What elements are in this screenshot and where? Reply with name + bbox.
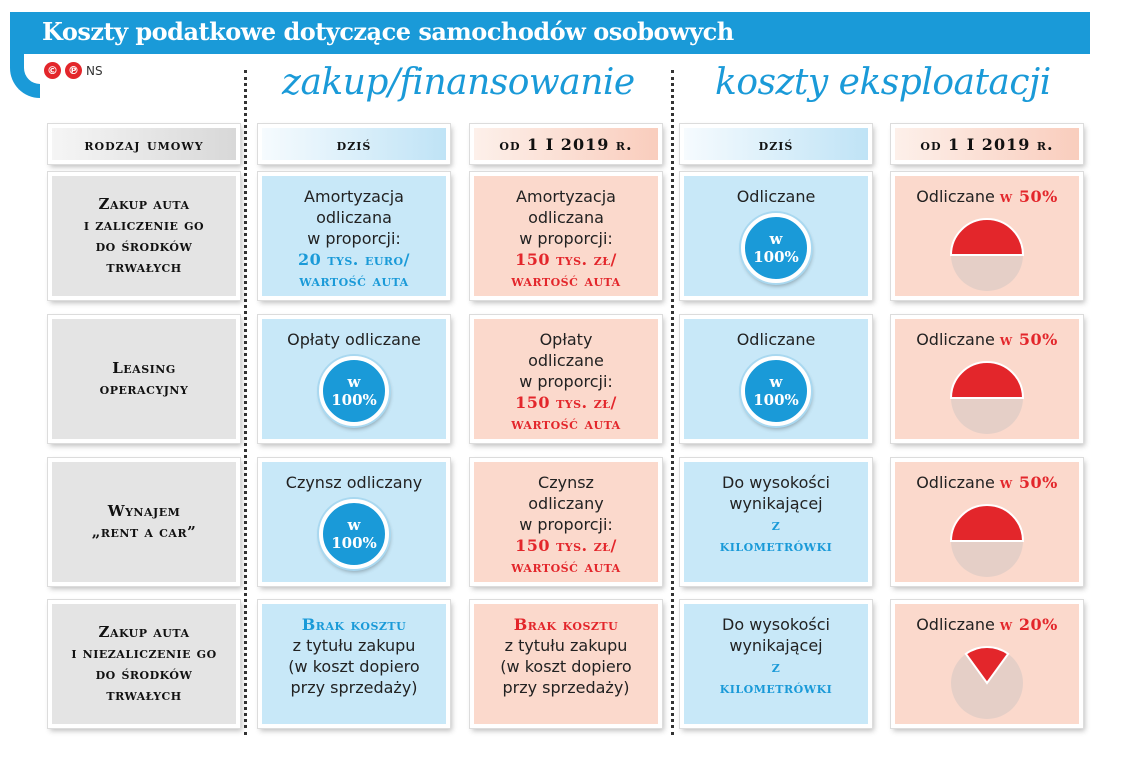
cell-text: Do wysokości (722, 473, 830, 492)
cell-text: Odliczane (916, 330, 995, 349)
cell-r2-purchase-2019 (470, 315, 662, 443)
cell-r4-purchase-2019 (470, 600, 662, 728)
row-label-line: Zakup auta (98, 623, 190, 641)
title-bar-curl (10, 40, 40, 98)
cell-r3-operation-2019 (891, 458, 1083, 586)
divider-middle (671, 70, 674, 735)
cell-text: Odliczane (736, 187, 816, 206)
row-label-line: trwałych (106, 686, 182, 704)
cell-text: odliczana (316, 208, 392, 227)
header-operation-2019 (891, 124, 1083, 164)
cell-highlight: w 20% (999, 615, 1058, 634)
cell-text: Opłaty (539, 330, 593, 349)
cell-highlight: 150 tys. zł/ (515, 536, 617, 555)
credit (44, 62, 103, 79)
header-purchase-today-label: dziś (336, 134, 372, 154)
cell-highlight: 150 tys. zł/ (515, 250, 617, 269)
badge-prefix: w (769, 373, 783, 391)
row-label-line: „rent a car” (91, 523, 197, 541)
header-purchase-2019 (470, 124, 662, 164)
cell-highlight: z (771, 515, 781, 534)
cell-highlight: wartość auta (299, 271, 409, 290)
phonogram-icon: ℗ (65, 62, 82, 79)
cell-r1-purchase-today (258, 172, 450, 300)
cell-text: w proporcji: (307, 229, 401, 248)
pie-chart (947, 501, 1027, 581)
badge-value: 100% (331, 534, 377, 552)
cell-text: Do wysokości (722, 615, 830, 634)
cell-text: wynikającej (729, 636, 823, 655)
cell-text: Odliczane (916, 615, 995, 634)
pie-slice (951, 219, 1023, 255)
cell-text: przy sprzedaży) (290, 678, 418, 697)
cell-text-line (916, 472, 1058, 493)
cell-text: z tytułu zakupu (504, 636, 628, 655)
cell-text: (w koszt dopiero (288, 657, 420, 676)
cell-r4-purchase-today (258, 600, 450, 728)
cell-text: w proporcji: (519, 515, 613, 534)
row-label-line: Wynajem (107, 502, 181, 520)
cell-highlight: kilometrówki (719, 678, 833, 697)
cell-text: Czynsz (538, 473, 594, 492)
cell-text: przy sprzedaży) (502, 678, 630, 697)
cell-text: w proporcji: (519, 229, 613, 248)
cell-r4-operation-today (680, 600, 872, 728)
badge-prefix: w (347, 516, 361, 534)
cell-highlight: Brak kosztu (513, 615, 619, 634)
cell-r3-purchase-today (258, 458, 450, 586)
cell-text: Amortyzacja (516, 187, 616, 206)
row-label-line: trwałych (106, 258, 182, 276)
cell-r1-purchase-2019 (470, 172, 662, 300)
badge-value: 100% (753, 248, 799, 266)
cell-highlight: w 50% (999, 473, 1058, 492)
cell-highlight: Brak kosztu (301, 615, 407, 634)
cell-r3-operation-today (680, 458, 872, 586)
cell-text: Opłaty odliczane (287, 330, 421, 349)
cell-text: z tytułu zakupu (292, 636, 416, 655)
cell-text: (w koszt dopiero (500, 657, 632, 676)
row-label-rent-a-car (48, 458, 240, 586)
percent-badge (319, 499, 389, 569)
header-contract-type-label: rodzaj umowy (84, 134, 204, 154)
cell-highlight: wartość auta (511, 271, 621, 290)
header-operation-today-label: dziś (758, 134, 794, 154)
cell-highlight: w 50% (999, 330, 1058, 349)
cell-text-line (916, 186, 1058, 207)
header-purchase-2019-label: od 1 I 2019 r. (499, 134, 633, 154)
cell-text-line (916, 329, 1058, 350)
cell-text: odliczany (528, 494, 604, 513)
pie-chart (947, 215, 1027, 295)
cell-r1-operation-2019 (891, 172, 1083, 300)
row-label-line: Zakup auta (98, 195, 190, 213)
row-label-line: operacyjny (99, 380, 189, 398)
row-label-line: i niezaliczenie go (71, 644, 217, 662)
header-operation-today (680, 124, 872, 164)
cell-text: Odliczane (736, 330, 816, 349)
row-label-purchase-fixed-asset (48, 172, 240, 300)
cell-highlight: z (771, 657, 781, 676)
badge-value: 100% (753, 391, 799, 409)
header-contract-type (48, 124, 240, 164)
cell-r2-purchase-today (258, 315, 450, 443)
row-label-line: do środków (95, 665, 193, 683)
cell-r2-operation-today (680, 315, 872, 443)
section-heading-operation: koszty eksploatacji (715, 62, 1051, 103)
pie-chart (947, 643, 1027, 723)
cell-text: odliczana (528, 208, 604, 227)
row-label-purchase-not-fixed-asset (48, 600, 240, 728)
cell-highlight: wartość auta (511, 557, 621, 576)
cell-r1-operation-today (680, 172, 872, 300)
badge-prefix: w (769, 230, 783, 248)
cell-highlight: kilometrówki (719, 536, 833, 555)
header-purchase-today (258, 124, 450, 164)
cell-text: Odliczane (916, 473, 995, 492)
percent-badge (741, 213, 811, 283)
cell-text: Odliczane (916, 187, 995, 206)
row-label-line: do środków (95, 237, 193, 255)
row-label-operating-lease (48, 315, 240, 443)
percent-badge (319, 356, 389, 426)
row-label-line: Leasing (112, 359, 176, 377)
author-initials: NS (86, 63, 103, 78)
percent-badge (741, 356, 811, 426)
cell-text: Amortyzacja (304, 187, 404, 206)
cell-text: wynikającej (729, 494, 823, 513)
cell-r2-operation-2019 (891, 315, 1083, 443)
divider-left (244, 70, 247, 735)
pie-chart (947, 358, 1027, 438)
badge-value: 100% (331, 391, 377, 409)
cell-text: odliczane (528, 351, 604, 370)
cell-text: w proporcji: (519, 372, 613, 391)
cell-highlight: 20 tys. euro/ (297, 250, 410, 269)
copyright-icon: © (44, 62, 61, 79)
cell-text-line (916, 614, 1058, 635)
badge-prefix: w (347, 373, 361, 391)
cell-highlight: 150 tys. zł/ (515, 393, 617, 412)
section-heading-purchase: zakup/finansowanie (282, 62, 635, 103)
row-label-line: i zaliczenie go (83, 216, 205, 234)
pie-slice (951, 362, 1023, 398)
cell-text: Czynsz odliczany (285, 473, 423, 492)
cell-r4-operation-2019 (891, 600, 1083, 728)
cell-r3-purchase-2019 (470, 458, 662, 586)
pie-slice (951, 505, 1023, 541)
cell-highlight: w 50% (999, 187, 1058, 206)
page-title: Koszty podatkowe dotyczące samochodów osobowych (42, 17, 734, 46)
header-operation-2019-label: od 1 I 2019 r. (920, 134, 1054, 154)
cell-highlight: wartość auta (511, 414, 621, 433)
